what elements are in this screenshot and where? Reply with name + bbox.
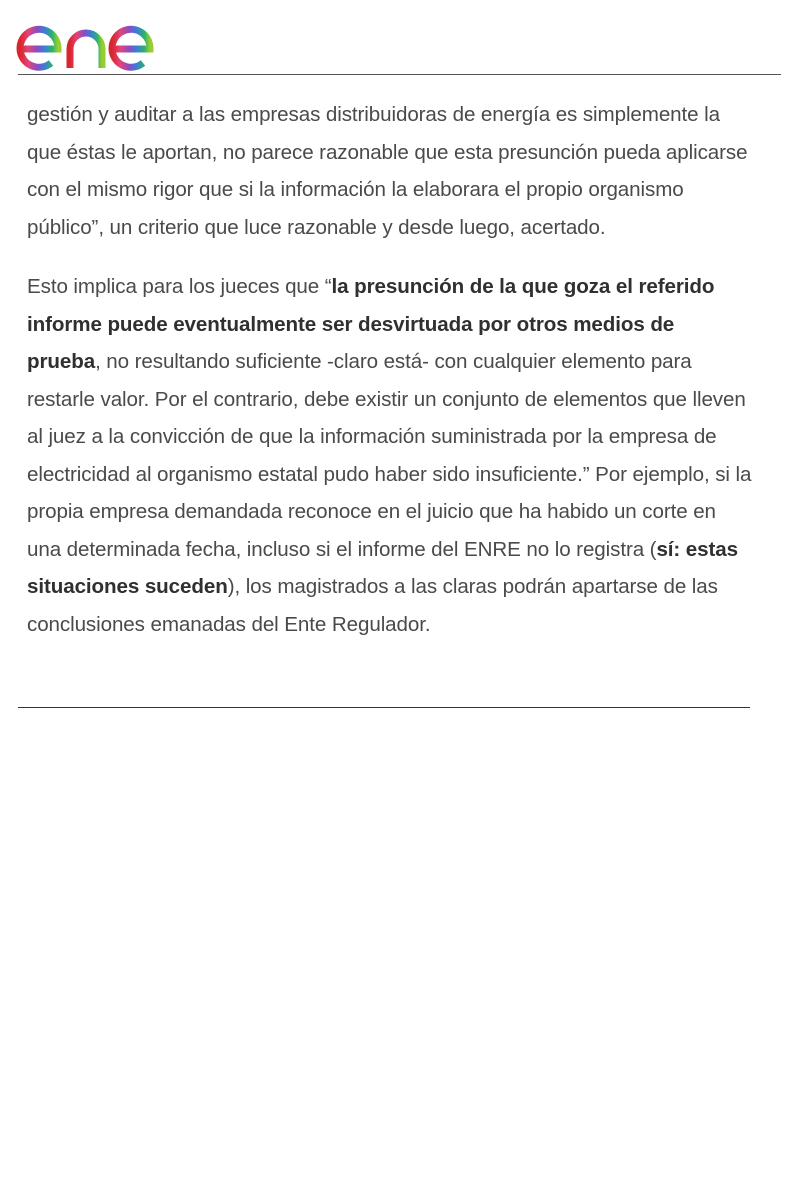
- article-body: [27, 96, 752, 643]
- paragraph-1-text: gestión y auditar a las empresas distribuidoras de energía es simplemente la que éstas le aportan, no parece razonable que esta presunción pueda aplicarse con el mismo rigor que si la información la elaborara el propio organismo público”, un criterio que luce razonable y desde luego, acertado.: [27, 103, 748, 239]
- article-paragraph-2: [27, 268, 752, 643]
- site-header: [0, 0, 800, 76]
- header-divider: [18, 74, 781, 75]
- paragraph-2-segment-3: ), los magistrados a las claras podrán apartarse de las conclusiones emanadas del Ente Regulador.: [27, 575, 718, 636]
- enel-logo[interactable]: [14, 6, 184, 72]
- paragraph-2-segment-1: Esto implica para los jueces que “: [27, 275, 332, 298]
- article-end-divider: [18, 707, 750, 708]
- paragraph-2-bold-aside: sí: estas situaciones suceden: [27, 537, 738, 598]
- paragraph-2-bold-quote: la presunción de la que goza el referido informe puede eventualmente ser desvirtuada por otros medios de prueba: [27, 275, 715, 373]
- article-paragraph-1: [27, 96, 752, 246]
- paragraph-2-segment-2: , no resultando suficiente -claro está- con cualquier elemento para restarle valor. Por el contrario, debe existir un conjunto de elementos que lleven al juez a la convicción de que la información suministrada por la empresa de electricidad al organismo estatal pudo haber sido insuficiente.” Por ejemplo, si la propia empresa demandada reconoce en el juicio que ha habido un corte en una determinada fecha, incluso si el informe del ENRE no lo registra (: [27, 350, 752, 561]
